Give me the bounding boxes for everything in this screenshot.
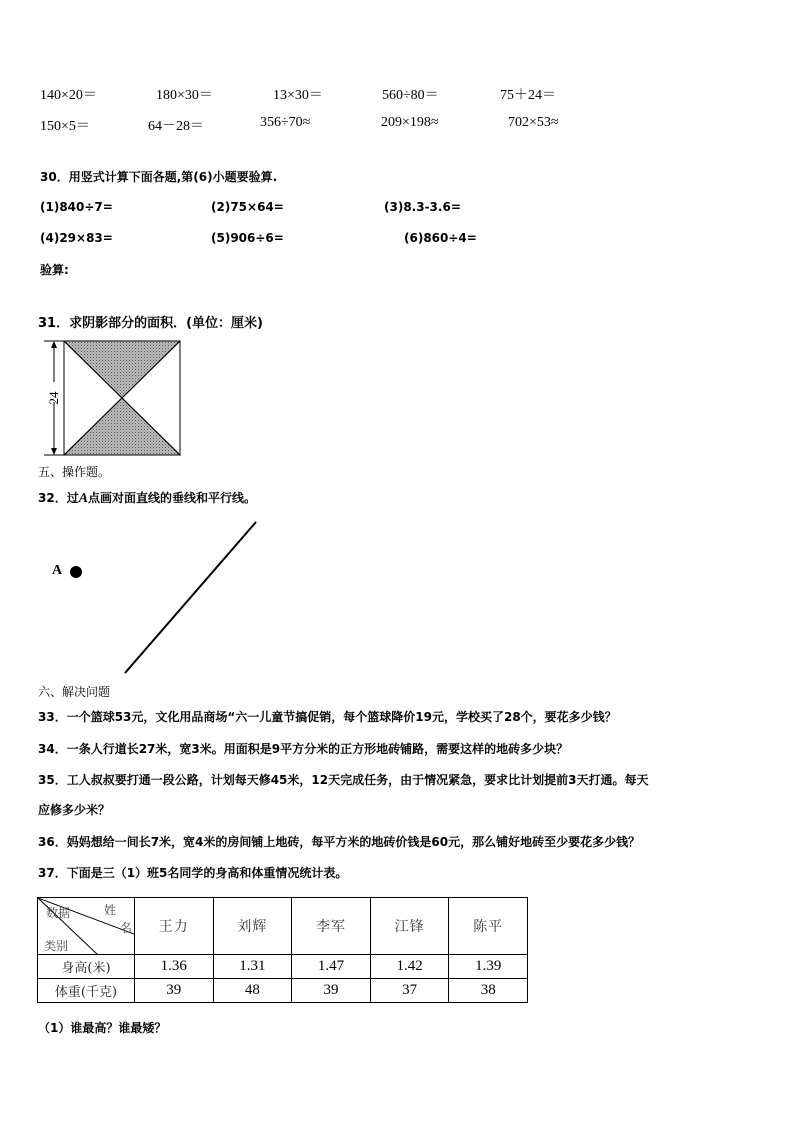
question-31-title: 31．求阴影部分的面积．(单位：厘米)	[38, 316, 263, 331]
corner-label-data: 数据	[46, 906, 71, 920]
q30-item-5: (5)906÷6=	[211, 231, 284, 245]
arrow-up-icon	[51, 341, 57, 348]
question-37-sub-1: （1）谁最高？谁最矮？	[38, 1021, 167, 1035]
calc-item: 180×30＝	[156, 88, 213, 103]
table-cell: 1.31	[213, 955, 292, 979]
q30-item-6: (6)860÷4=	[404, 231, 477, 245]
calc-item: 64－28＝	[148, 119, 204, 134]
table-cell: 1.36	[135, 955, 214, 979]
shaded-square-figure	[36, 336, 186, 460]
question-37-title: 37．下面是三（1）班5名同学的身高和体重情况统计表。	[38, 866, 348, 880]
row-label-height: 身高(米)	[38, 955, 135, 979]
table-cell: 1.39	[449, 955, 528, 979]
calc-item: 356÷70≈	[260, 115, 311, 130]
name-header: 李军	[292, 898, 371, 955]
table-cell: 1.47	[292, 955, 371, 979]
name-header: 陈平	[449, 898, 528, 955]
calc-item: 209×198≈	[381, 115, 439, 130]
row-label-weight: 体重(千克)	[38, 979, 135, 1003]
table-row	[38, 955, 528, 979]
question-33: 33．一个篮球53元，文化用品商场“六一儿童节搞促销，每个篮球降价19元，学校买了28个，要花多少钱？	[38, 710, 617, 724]
point-a-dot	[70, 566, 82, 578]
stats-table	[37, 897, 528, 1003]
name-header: 王力	[135, 898, 214, 955]
table-cell: 38	[449, 979, 528, 1003]
table-header-row	[38, 898, 528, 955]
calc-item: 150×5＝	[40, 119, 90, 134]
point-a-label: A	[52, 563, 63, 578]
q30-item-2: (2)75×64=	[211, 200, 284, 214]
calc-item: 702×53≈	[508, 115, 559, 130]
calc-item: 13×30＝	[273, 88, 323, 103]
table-corner-cell	[38, 898, 135, 955]
question-34: 34．一条人行道长27米，宽3米。用面积是9平方分米的正方形地砖铺路，需要这样的地砖多少块？	[38, 742, 569, 756]
table-cell: 48	[213, 979, 292, 1003]
section-5-title: 五、操作题。	[38, 465, 111, 479]
table-cell: 39	[135, 979, 214, 1003]
corner-label-category: 类别	[44, 939, 69, 953]
table-row	[38, 979, 528, 1003]
corner-label-name-1: 姓	[104, 903, 117, 917]
name-header: 江锋	[370, 898, 449, 955]
arrow-down-icon	[51, 448, 57, 455]
question-32-title	[38, 489, 256, 507]
corner-label-name-2: 名	[120, 921, 133, 935]
q32-title-prefix: 32．过	[38, 491, 79, 505]
calc-item: 140×20＝	[40, 88, 97, 103]
q30-item-3: (3)8.3-3.6=	[384, 200, 461, 214]
q30-check-label: 验算:	[40, 263, 69, 277]
q32-point-letter: A	[78, 491, 89, 506]
table-cell: 37	[370, 979, 449, 1003]
question-36: 36．妈妈想给一间长7米，宽4米的房间铺上地砖，每平方米的地砖价钱是60元，那么铺好地砖至少要花多少钱？	[38, 835, 641, 849]
calc-item: 560÷80＝	[382, 88, 439, 103]
straight-line	[125, 522, 256, 673]
table-cell: 1.42	[370, 955, 449, 979]
q30-item-1: (1)840÷7=	[40, 200, 113, 214]
section-6-title: 六、解决问题	[38, 685, 111, 699]
name-header: 刘辉	[213, 898, 292, 955]
line-figure	[60, 518, 270, 678]
q30-item-4: (4)29×83=	[40, 231, 113, 245]
question-35-line-2: 应修多少米？	[38, 803, 111, 817]
calc-item: 75＋24＝	[500, 88, 556, 103]
question-30-title: 30．用竖式计算下面各题,第(6)小题要验算.	[40, 170, 278, 184]
question-35-line-1: 35．工人叔叔要打通一段公路，计划每天修45米，12天完成任务，由于情况紧急，要求比计划提前3天打通。每天	[38, 773, 649, 787]
dimension-label: 24	[46, 391, 61, 405]
q32-title-suffix: 点画对面直线的垂线和平行线。	[88, 491, 257, 505]
table-cell: 39	[292, 979, 371, 1003]
